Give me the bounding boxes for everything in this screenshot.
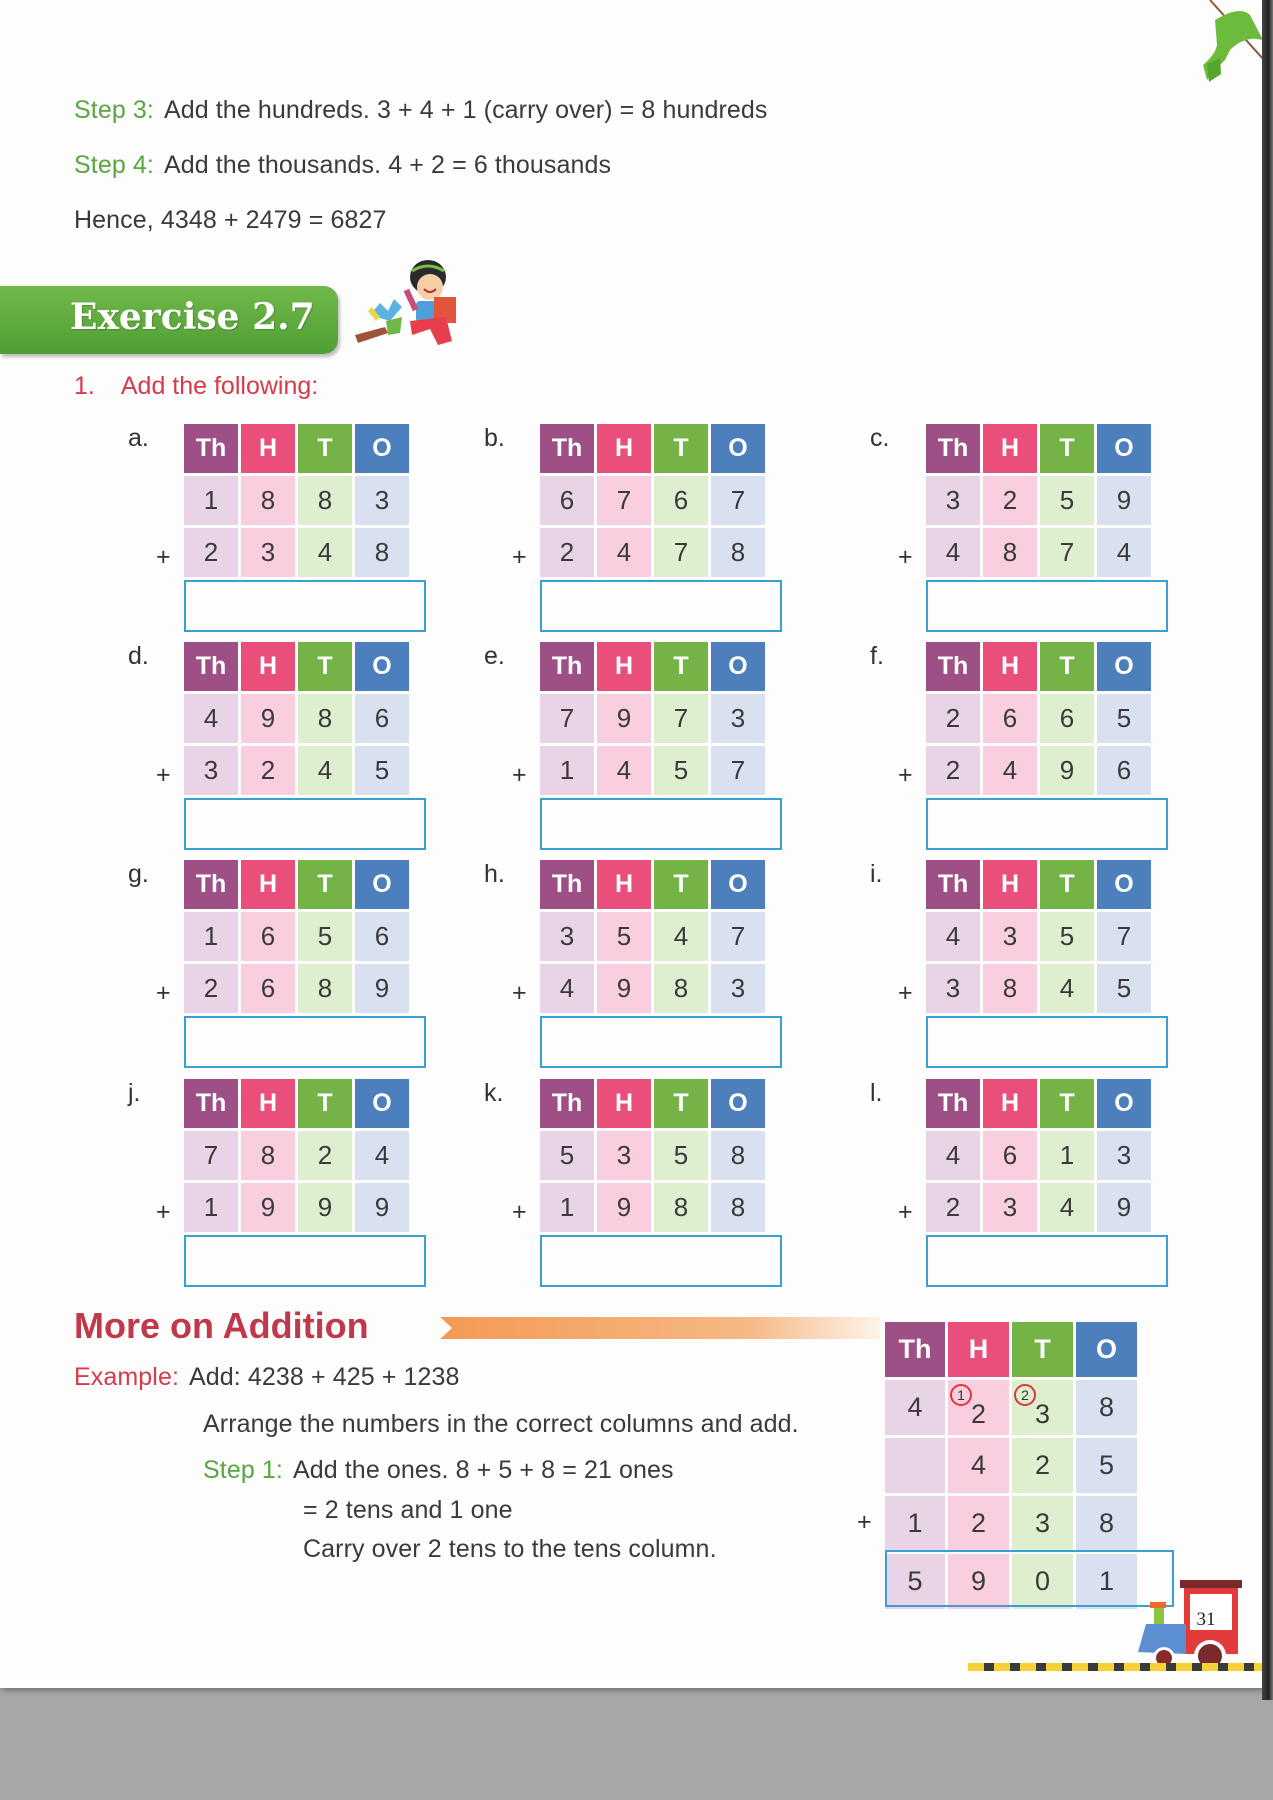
bottom-digit-tens: 8 <box>654 964 708 1013</box>
bottom-digit-tens: 8 <box>298 964 352 1013</box>
top-digit-ones: 3 <box>1097 1131 1151 1180</box>
header-ones: O <box>1097 424 1151 473</box>
header-thousands: Th <box>184 860 238 909</box>
bottom-digit-ones: 8 <box>711 528 765 577</box>
flag-icon <box>1185 0 1273 90</box>
plus-sign: + <box>512 1198 527 1226</box>
problem-j <box>128 1079 508 1294</box>
header-hundreds: H <box>597 1079 651 1128</box>
bottom-digit-ones: 7 <box>711 746 765 795</box>
bottom-digit-thousands: 3 <box>926 964 980 1013</box>
bottom-digit-ones: 9 <box>355 1183 409 1232</box>
top-digit-tens: 6 <box>1040 694 1094 743</box>
bottom-digit-thousands: 2 <box>926 746 980 795</box>
row3-o: 8 <box>1076 1496 1137 1551</box>
problem-label: l. <box>870 1079 883 1107</box>
step-1-line-3: Carry over 2 tens to the tens column. <box>303 1535 717 1563</box>
bottom-digit-thousands: 2 <box>540 528 594 577</box>
place-value-table <box>540 860 765 1013</box>
problem-i <box>870 860 1250 1075</box>
bottom-digit-hundreds: 6 <box>241 964 295 1013</box>
bottom-digit-hundreds: 3 <box>241 528 295 577</box>
plus-sign: + <box>898 761 913 789</box>
top-digit-tens: 5 <box>1040 476 1094 525</box>
bottom-digit-tens: 7 <box>1040 528 1094 577</box>
header-hundreds: H <box>241 642 295 691</box>
top-digit-tens: 6 <box>654 476 708 525</box>
answer-box[interactable] <box>184 580 426 632</box>
header-ones: O <box>355 860 409 909</box>
train-track <box>968 1663 1262 1671</box>
bottom-digit-ones: 9 <box>355 964 409 1013</box>
answer-box[interactable] <box>926 1016 1168 1068</box>
top-digit-thousands: 1 <box>184 912 238 961</box>
step-3 <box>74 96 768 125</box>
carry-circle-tens: 2 <box>1014 1384 1036 1406</box>
section-title: More on Addition <box>74 1305 369 1346</box>
answer-box[interactable] <box>184 798 426 850</box>
top-digit-thousands: 4 <box>184 694 238 743</box>
place-value-table <box>184 642 409 795</box>
top-digit-ones: 3 <box>355 476 409 525</box>
top-digit-hundreds: 3 <box>597 1131 651 1180</box>
bottom-digit-ones: 5 <box>1097 964 1151 1013</box>
hence-result: Hence, 4348 + 2479 = 6827 <box>74 206 387 234</box>
header-thousands: Th <box>540 860 594 909</box>
carry-circle-hundreds: 1 <box>950 1384 972 1406</box>
arrange-text: Arrange the numbers in the correct columns and add. <box>203 1410 799 1438</box>
bottom-digit-tens: 4 <box>298 746 352 795</box>
top-digit-thousands: 3 <box>540 912 594 961</box>
top-digit-ones: 7 <box>711 912 765 961</box>
top-digit-hundreds: 6 <box>983 1131 1037 1180</box>
header-tens: T <box>654 642 708 691</box>
header-thousands: Th <box>540 424 594 473</box>
header-ones: O <box>355 642 409 691</box>
header-tens: T <box>298 424 352 473</box>
step-1 <box>203 1456 674 1485</box>
bottom-digit-thousands: 1 <box>540 1183 594 1232</box>
bottom-digit-hundreds: 9 <box>241 1183 295 1232</box>
header-hundreds: H <box>241 424 295 473</box>
problem-k <box>484 1079 864 1294</box>
bottom-digit-tens: 7 <box>654 528 708 577</box>
bottom-digit-tens: 4 <box>1040 1183 1094 1232</box>
answer-box[interactable] <box>540 798 782 850</box>
header-hundreds: H <box>983 642 1037 691</box>
header-thousands: Th <box>926 642 980 691</box>
header-ones: O <box>711 1079 765 1128</box>
row1-h-digit: 2 <box>970 1399 987 1429</box>
bottom-digit-tens: 9 <box>1040 746 1094 795</box>
answer-box[interactable] <box>926 798 1168 850</box>
bottom-digit-ones: 4 <box>1097 528 1151 577</box>
problem-label: b. <box>484 424 505 452</box>
header-thousands: Th <box>926 1079 980 1128</box>
header-tens: T <box>654 1079 708 1128</box>
header-tens: T <box>1040 642 1094 691</box>
bottom-digit-ones: 9 <box>1097 1183 1151 1232</box>
plus-sign: + <box>156 979 171 1007</box>
question-1 <box>74 372 318 401</box>
top-digit-tens: 5 <box>654 1131 708 1180</box>
row2-t: 2 <box>1012 1438 1073 1493</box>
page-number: 31 <box>1196 1609 1216 1630</box>
header-hundreds: H <box>948 1322 1009 1377</box>
example-line <box>74 1363 460 1392</box>
step-3-label: Step 3: <box>74 96 154 124</box>
header-ones: O <box>355 424 409 473</box>
header-thousands: Th <box>926 860 980 909</box>
bottom-digit-thousands: 4 <box>926 528 980 577</box>
place-value-table <box>540 1079 765 1232</box>
bottom-digit-hundreds: 9 <box>597 964 651 1013</box>
top-digit-ones: 6 <box>355 694 409 743</box>
step-1-text: Add the ones. 8 + 5 + 8 = 21 ones <box>292 1456 674 1484</box>
top-digit-hundreds: 9 <box>241 694 295 743</box>
bottom-digit-hundreds: 3 <box>983 1183 1037 1232</box>
row2-h: 4 <box>948 1438 1009 1493</box>
top-digit-thousands: 2 <box>926 694 980 743</box>
place-value-table <box>184 860 409 1013</box>
top-digit-tens: 2 <box>298 1131 352 1180</box>
step-1-label: Step 1: <box>203 1456 283 1484</box>
answer-box[interactable] <box>184 1016 426 1068</box>
bottom-digit-hundreds: 9 <box>597 1183 651 1232</box>
problem-label: i. <box>870 860 883 888</box>
row2-th <box>885 1438 945 1493</box>
problem-label: h. <box>484 860 505 888</box>
header-tens: T <box>1040 860 1094 909</box>
top-digit-tens: 1 <box>1040 1131 1094 1180</box>
bottom-digit-thousands: 2 <box>184 528 238 577</box>
row3-th: 1 <box>885 1496 945 1551</box>
exercise-title: Exercise 2.7 <box>70 296 315 338</box>
bottom-digit-ones: 6 <box>1097 746 1151 795</box>
answer-box[interactable] <box>540 1016 782 1068</box>
bottom-digit-ones: 8 <box>711 1183 765 1232</box>
top-digit-ones: 4 <box>355 1131 409 1180</box>
problem-b <box>484 424 864 639</box>
header-ones: O <box>711 860 765 909</box>
bottom-digit-ones: 3 <box>711 964 765 1013</box>
top-digit-ones: 6 <box>355 912 409 961</box>
header-tens: T <box>654 860 708 909</box>
problem-label: a. <box>128 424 149 452</box>
header-thousands: Th <box>926 424 980 473</box>
bottom-digit-tens: 4 <box>298 528 352 577</box>
top-digit-thousands: 4 <box>926 1131 980 1180</box>
bottom-digit-tens: 8 <box>654 1183 708 1232</box>
header-hundreds: H <box>597 642 651 691</box>
top-digit-hundreds: 6 <box>241 912 295 961</box>
bottom-digit-thousands: 2 <box>184 964 238 1013</box>
header-tens: T <box>1040 1079 1094 1128</box>
top-digit-hundreds: 7 <box>597 476 651 525</box>
row1-t <box>1012 1380 1073 1435</box>
top-digit-thousands: 6 <box>540 476 594 525</box>
step-1-line-2: = 2 tens and 1 one <box>303 1496 513 1524</box>
plus-sign: + <box>512 543 527 571</box>
problem-label: d. <box>128 642 149 670</box>
bottom-digit-tens: 5 <box>654 746 708 795</box>
answer-box[interactable] <box>926 580 1168 632</box>
step-4-text: Add the thousands. 4 + 2 = 6 thousands <box>163 151 612 179</box>
header-tens: T <box>1012 1322 1073 1377</box>
header-ones: O <box>355 1079 409 1128</box>
problem-label: k. <box>484 1079 504 1107</box>
bottom-digit-thousands: 3 <box>184 746 238 795</box>
header-tens: T <box>298 642 352 691</box>
top-digit-tens: 5 <box>298 912 352 961</box>
top-digit-ones: 8 <box>711 1131 765 1180</box>
problem-d <box>128 642 508 857</box>
top-digit-hundreds: 8 <box>241 1131 295 1180</box>
problem-label: f. <box>870 642 884 670</box>
top-digit-ones: 9 <box>1097 476 1151 525</box>
header-hundreds: H <box>597 424 651 473</box>
answer-box[interactable] <box>926 1235 1168 1287</box>
problem-e <box>484 642 864 857</box>
row3-h: 2 <box>948 1496 1009 1551</box>
plus-sign: + <box>898 543 913 571</box>
header-ones: O <box>1097 642 1151 691</box>
top-digit-hundreds: 6 <box>983 694 1037 743</box>
bottom-digit-hundreds: 4 <box>983 746 1037 795</box>
top-digit-tens: 5 <box>1040 912 1094 961</box>
exercise-banner <box>0 286 338 354</box>
top-digit-thousands: 3 <box>926 476 980 525</box>
bottom-digit-ones: 5 <box>355 746 409 795</box>
row1-t-digit: 3 <box>1034 1399 1051 1429</box>
bottom-digit-hundreds: 4 <box>597 746 651 795</box>
top-digit-tens: 8 <box>298 476 352 525</box>
place-value-table <box>184 1079 409 1232</box>
step-4 <box>74 151 611 180</box>
row1-h <box>948 1380 1009 1435</box>
plus-sign: + <box>156 543 171 571</box>
question-number: 1. <box>74 372 95 400</box>
problem-label: g. <box>128 860 149 888</box>
bottom-digit-thousands: 1 <box>540 746 594 795</box>
problem-c <box>870 424 1250 639</box>
header-thousands: Th <box>184 1079 238 1128</box>
top-digit-ones: 7 <box>711 476 765 525</box>
header-tens: T <box>298 1079 352 1128</box>
book-spine-edge <box>1262 0 1273 1700</box>
bottom-digit-hundreds: 8 <box>983 528 1037 577</box>
bottom-digit-tens: 4 <box>1040 964 1094 1013</box>
problem-f <box>870 642 1250 857</box>
header-tens: T <box>654 424 708 473</box>
answer-th: 5 <box>885 1554 945 1609</box>
header-hundreds: H <box>597 860 651 909</box>
bottom-digit-thousands: 2 <box>926 1183 980 1232</box>
problem-h <box>484 860 864 1075</box>
header-hundreds: H <box>983 1079 1037 1128</box>
answer-o: 1 <box>1076 1554 1137 1609</box>
header-ones: O <box>1076 1322 1137 1377</box>
example-label: Example: <box>74 1363 180 1391</box>
place-value-table <box>540 424 765 577</box>
header-thousands: Th <box>184 424 238 473</box>
top-digit-hundreds: 3 <box>983 912 1037 961</box>
header-ones: O <box>1097 1079 1151 1128</box>
row2-o: 5 <box>1076 1438 1137 1493</box>
bottom-digit-tens: 9 <box>298 1183 352 1232</box>
header-thousands: Th <box>540 642 594 691</box>
header-ones: O <box>711 642 765 691</box>
problem-a <box>128 424 508 639</box>
place-value-table <box>926 860 1151 1013</box>
top-digit-thousands: 4 <box>926 912 980 961</box>
plus-sign: + <box>898 1198 913 1226</box>
top-digit-ones: 7 <box>1097 912 1151 961</box>
top-digit-thousands: 7 <box>540 694 594 743</box>
question-text: Add the following: <box>120 372 319 400</box>
header-ones: O <box>1097 860 1151 909</box>
problem-label: e. <box>484 642 505 670</box>
step-3-text: Add the hundreds. 3 + 4 + 1 (carry over) = 8 hundreds <box>163 96 768 124</box>
top-digit-tens: 7 <box>654 694 708 743</box>
header-thousands: Th <box>184 642 238 691</box>
top-digit-tens: 4 <box>654 912 708 961</box>
header-hundreds: H <box>983 860 1037 909</box>
bottom-digit-ones: 8 <box>355 528 409 577</box>
plus-sign: + <box>512 761 527 789</box>
header-hundreds: H <box>241 1079 295 1128</box>
bottom-digit-thousands: 1 <box>184 1183 238 1232</box>
answer-box[interactable] <box>540 580 782 632</box>
top-digit-hundreds: 8 <box>241 476 295 525</box>
header-tens: T <box>298 860 352 909</box>
top-digit-ones: 5 <box>1097 694 1151 743</box>
step-4-label: Step 4: <box>74 151 154 179</box>
problem-l <box>870 1079 1250 1294</box>
bottom-digit-hundreds: 8 <box>983 964 1037 1013</box>
answer-box[interactable] <box>540 1235 782 1287</box>
header-hundreds: H <box>983 424 1037 473</box>
example-text: Add: 4238 + 425 + 1238 <box>189 1363 460 1391</box>
row3-t: 3 <box>1012 1496 1073 1551</box>
bottom-digit-hundreds: 2 <box>241 746 295 795</box>
place-value-table <box>540 642 765 795</box>
top-digit-thousands: 1 <box>184 476 238 525</box>
top-digit-ones: 3 <box>711 694 765 743</box>
top-digit-hundreds: 5 <box>597 912 651 961</box>
bottom-digit-thousands: 4 <box>540 964 594 1013</box>
plus-sign: + <box>512 979 527 1007</box>
answer-box[interactable] <box>184 1235 426 1287</box>
top-digit-hundreds: 9 <box>597 694 651 743</box>
section-title-ribbon <box>440 1317 880 1339</box>
bottom-digit-hundreds: 4 <box>597 528 651 577</box>
header-thousands: Th <box>885 1322 945 1377</box>
problem-label: c. <box>870 424 890 452</box>
child-reading-illustration-icon <box>350 255 465 355</box>
header-tens: T <box>1040 424 1094 473</box>
place-value-table <box>184 424 409 577</box>
plus-sign: + <box>857 1508 872 1536</box>
problem-g <box>128 860 508 1075</box>
top-digit-thousands: 5 <box>540 1131 594 1180</box>
row1-th: 4 <box>885 1380 945 1435</box>
plus-sign: + <box>156 761 171 789</box>
place-value-table <box>926 642 1151 795</box>
top-digit-thousands: 7 <box>184 1131 238 1180</box>
answer-h: 9 <box>948 1554 1009 1609</box>
problem-label: j. <box>128 1079 141 1107</box>
row1-o: 8 <box>1076 1380 1137 1435</box>
header-ones: O <box>711 424 765 473</box>
plus-sign: + <box>898 979 913 1007</box>
place-value-table <box>926 1079 1151 1232</box>
header-thousands: Th <box>540 1079 594 1128</box>
answer-t: 0 <box>1012 1554 1073 1609</box>
plus-sign: + <box>156 1198 171 1226</box>
top-digit-tens: 8 <box>298 694 352 743</box>
top-digit-hundreds: 2 <box>983 476 1037 525</box>
place-value-table <box>926 424 1151 577</box>
header-hundreds: H <box>241 860 295 909</box>
